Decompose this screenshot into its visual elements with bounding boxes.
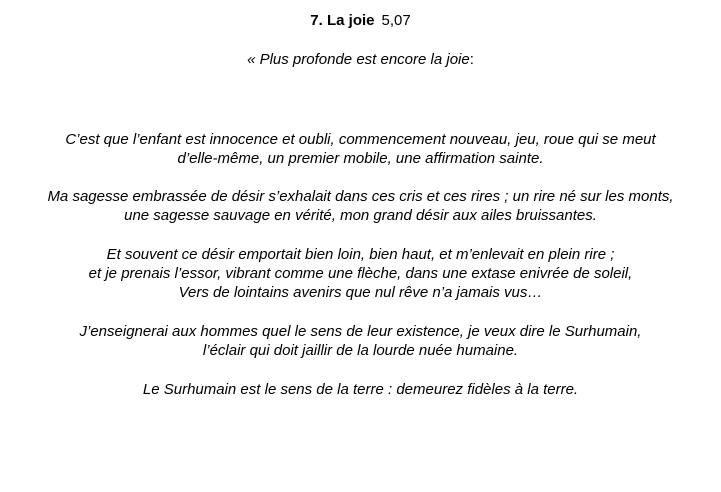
quote-intro bbox=[0, 51, 721, 69]
paragraph-line: d’elle-même, un premier mobile, une affirmation sainte. bbox=[177, 150, 544, 167]
title-text: 7. La joie bbox=[310, 12, 375, 29]
paragraph-line: J’enseignerai aux hommes quel le sens de leur existence, je veux dire le Surhumain, bbox=[79, 323, 642, 340]
paragraph-line: et je prenais l’essor, vibrant comme une flèche, dans une extase enivrée de soleil, bbox=[88, 265, 633, 282]
quote-intro-text: « Plus profonde est encore la joie bbox=[247, 51, 470, 68]
page-title bbox=[0, 12, 721, 30]
paragraph-line: l’éclair qui doit jaillir de la lourde nuée humaine. bbox=[202, 342, 519, 359]
paragraph-5 bbox=[0, 380, 721, 399]
paragraph-line: une sagesse sauvage en vérité, mon grand désir aux ailes bruissantes. bbox=[124, 207, 597, 224]
paragraph-line: Vers de lointains avenirs que nul rêve n’a jamais vus… bbox=[178, 284, 543, 301]
paragraph-2 bbox=[0, 187, 721, 225]
paragraph-4 bbox=[0, 322, 721, 360]
title-score: 5,07 bbox=[381, 12, 411, 29]
paragraph-line: Le Surhumain est le sens de la terre : demeurez fidèles à la terre. bbox=[142, 381, 579, 398]
paragraph-1 bbox=[0, 130, 721, 168]
quote-intro-colon: : bbox=[469, 51, 474, 68]
paragraph-line: C’est que l’enfant est innocence et oubli, commencement nouveau, jeu, roue qui se meut bbox=[65, 131, 656, 148]
paragraph-line: Et souvent ce désir emportait bien loin, bien haut, et m’enlevait en plein rire ; bbox=[106, 246, 615, 263]
paragraph-line: Ma sagesse embrassée de désir s’exhalait dans ces cris et ces rires ; un rire né sur les monts, bbox=[47, 188, 674, 205]
paragraph-3 bbox=[0, 245, 721, 302]
